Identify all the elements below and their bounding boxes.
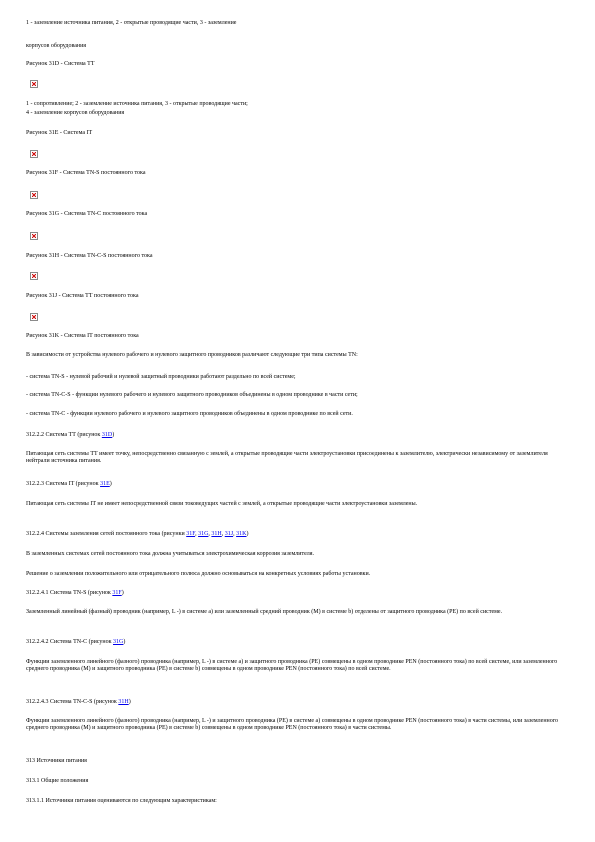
- heading-text: 312.2.4 Системы заземления сетей постоянного тока (рисунки: [26, 531, 187, 537]
- figure-caption: Рисунок 31F - Система TN-S постоянного тока: [26, 170, 146, 176]
- separator: ,: [221, 531, 225, 537]
- section-heading: [26, 639, 125, 646]
- legend-line: 1 - сопротивление; 2 - заземление источника питания, 3 - открытые проводящие части;: [26, 101, 248, 107]
- separator: ,: [208, 531, 212, 537]
- figure-caption: Рисунок 31K - Система IT постоянного тока: [26, 333, 139, 339]
- close-paren: ): [128, 699, 131, 705]
- close-paren: ): [109, 481, 112, 487]
- figure-link-31f[interactable]: 31F: [186, 531, 196, 537]
- section-heading: 313.1 Общие положения: [26, 778, 89, 784]
- bullet-item: - система TN-C-S - функции нулевого рабочего и нулевого защитного проводников объединены в одном проводнике в части сети;: [26, 392, 358, 398]
- legend-line: 4 - заземление корпусов оборудования: [26, 110, 125, 116]
- legend-line: 1 - заземление источника питания, 2 - открытые проводящие части, 3 - заземление: [26, 20, 237, 26]
- paragraph: Заземленный линейный (фазный) проводник (например, L -) в системе a) или заземленный средний проводник (M) в системе b) отделены от защитного проводника (РЕ) по всей системе.: [26, 609, 503, 615]
- paragraph: В зависимости от устройства нулевого рабочего и нулевого защитного проводников различают следующие три типа системы TN:: [26, 352, 358, 358]
- heading-text: 312.2.4.2 Система TN-C (рисунок: [26, 639, 113, 645]
- close-paren: ): [112, 432, 115, 438]
- figure-link-31h[interactable]: 31H: [211, 531, 222, 537]
- heading-text: 312.2.4.3 Система TN-C-S (рисунок: [26, 699, 119, 705]
- broken-image-icon: [30, 191, 38, 199]
- section-heading: 313 Источники питания: [26, 758, 87, 764]
- section-heading: [26, 481, 112, 488]
- paragraph: Питающая сеть системы ТТ имеет точку, непосредственно связанную с землей, а открытые проводящие части электроустановки присоединены к заземлителю, электрически независимому от заземлителя нейтрали источника питания.: [26, 451, 548, 464]
- paragraph: Функции заземленного линейного (фазного) проводника (например, L -) в системе a) и защитного проводника (РЕ) совмещены в одном проводнике PEN (постоянного тока) по всей системе, или заземленного среднего проводника (M) и защитного проводника (РЕ) в системе b) совмещены в одном проводнике PEN (постоянного тока) по всей системе.: [26, 659, 558, 672]
- broken-image-icon: [30, 313, 38, 321]
- heading-text: 312.2.2 Система ТТ (рисунок: [26, 432, 102, 438]
- close-paren: ): [123, 639, 126, 645]
- heading-text: 312.2.4.1 Система TN-S (рисунок: [26, 590, 113, 596]
- section-heading: [26, 590, 124, 597]
- figure-link-31j[interactable]: 31J: [224, 531, 234, 537]
- close-paren: ): [246, 531, 249, 537]
- bullet-item: - система TN-S - нулевой рабочий и нулевой защитный проводники работают раздельно по всей системе;: [26, 374, 296, 380]
- legend-line: корпусов оборудования: [26, 43, 87, 49]
- paragraph: В заземленных системах сетей постоянного тока должна учитываться электрохимическая коррозия заземлителя.: [26, 551, 315, 557]
- figure-caption: Рисунок 31G - Система TN-C постоянного тока: [26, 211, 148, 217]
- broken-image-icon: [30, 232, 38, 240]
- figure-caption: Рисунок 31J - Система ТТ постоянного тока: [26, 293, 139, 299]
- figure-caption: Рисунок 31E - Система IT: [26, 130, 93, 136]
- figure-link-31h[interactable]: 31H: [118, 699, 129, 705]
- heading-text: 312.2.3 Система IT (рисунок: [26, 481, 101, 487]
- broken-image-icon: [30, 80, 38, 88]
- close-paren: ): [121, 590, 124, 596]
- paragraph: Питающая сеть системы IT не имеет непосредственной связи токоведущих частей с землей, а открытые проводящие части электроустановки заземлены.: [26, 501, 418, 507]
- figure-link-31k[interactable]: 31K: [236, 531, 247, 537]
- broken-image-icon: [30, 272, 38, 280]
- figure-link-31g[interactable]: 31G: [198, 531, 209, 537]
- figure-caption: Рисунок 31H - Система TN-C-S постоянного тока: [26, 253, 153, 259]
- figure-link-31f[interactable]: 31F: [112, 590, 122, 596]
- section-heading: [26, 531, 248, 538]
- paragraph: 313.1.1 Источники питания оцениваются по следующим характеристикам:: [26, 798, 217, 804]
- figure-link-31d[interactable]: 31D: [101, 432, 113, 438]
- broken-image-icon: [30, 150, 38, 158]
- figure-caption: Рисунок 31D - Система ТТ: [26, 61, 95, 67]
- paragraph: Функции заземленного линейного (фазного) проводника (например, L -) и защитного проводника (РЕ) в системе a) совмещены в одном проводнике PEN (постоянного тока) в части системы, или заземленного среднего проводника (M) и защитного проводника (РЕ) в системе b) совмещены в одном проводнике PEN (постоянного тока) в части системы.: [26, 718, 559, 731]
- section-heading: [26, 432, 114, 439]
- figure-link-31g[interactable]: 31G: [113, 639, 124, 645]
- separator: ,: [195, 531, 199, 537]
- bullet-item: - система TN-C - функции нулевого рабочего и нулевого защитного проводников объединены в одном проводнике по всей сети.: [26, 411, 353, 417]
- separator: ,: [233, 531, 237, 537]
- paragraph: Решение о заземлении положительного или отрицательного полюса должно основываться на конкретных условиях работы установки.: [26, 571, 371, 577]
- figure-link-31e[interactable]: 31E: [100, 481, 110, 487]
- section-heading: [26, 699, 131, 706]
